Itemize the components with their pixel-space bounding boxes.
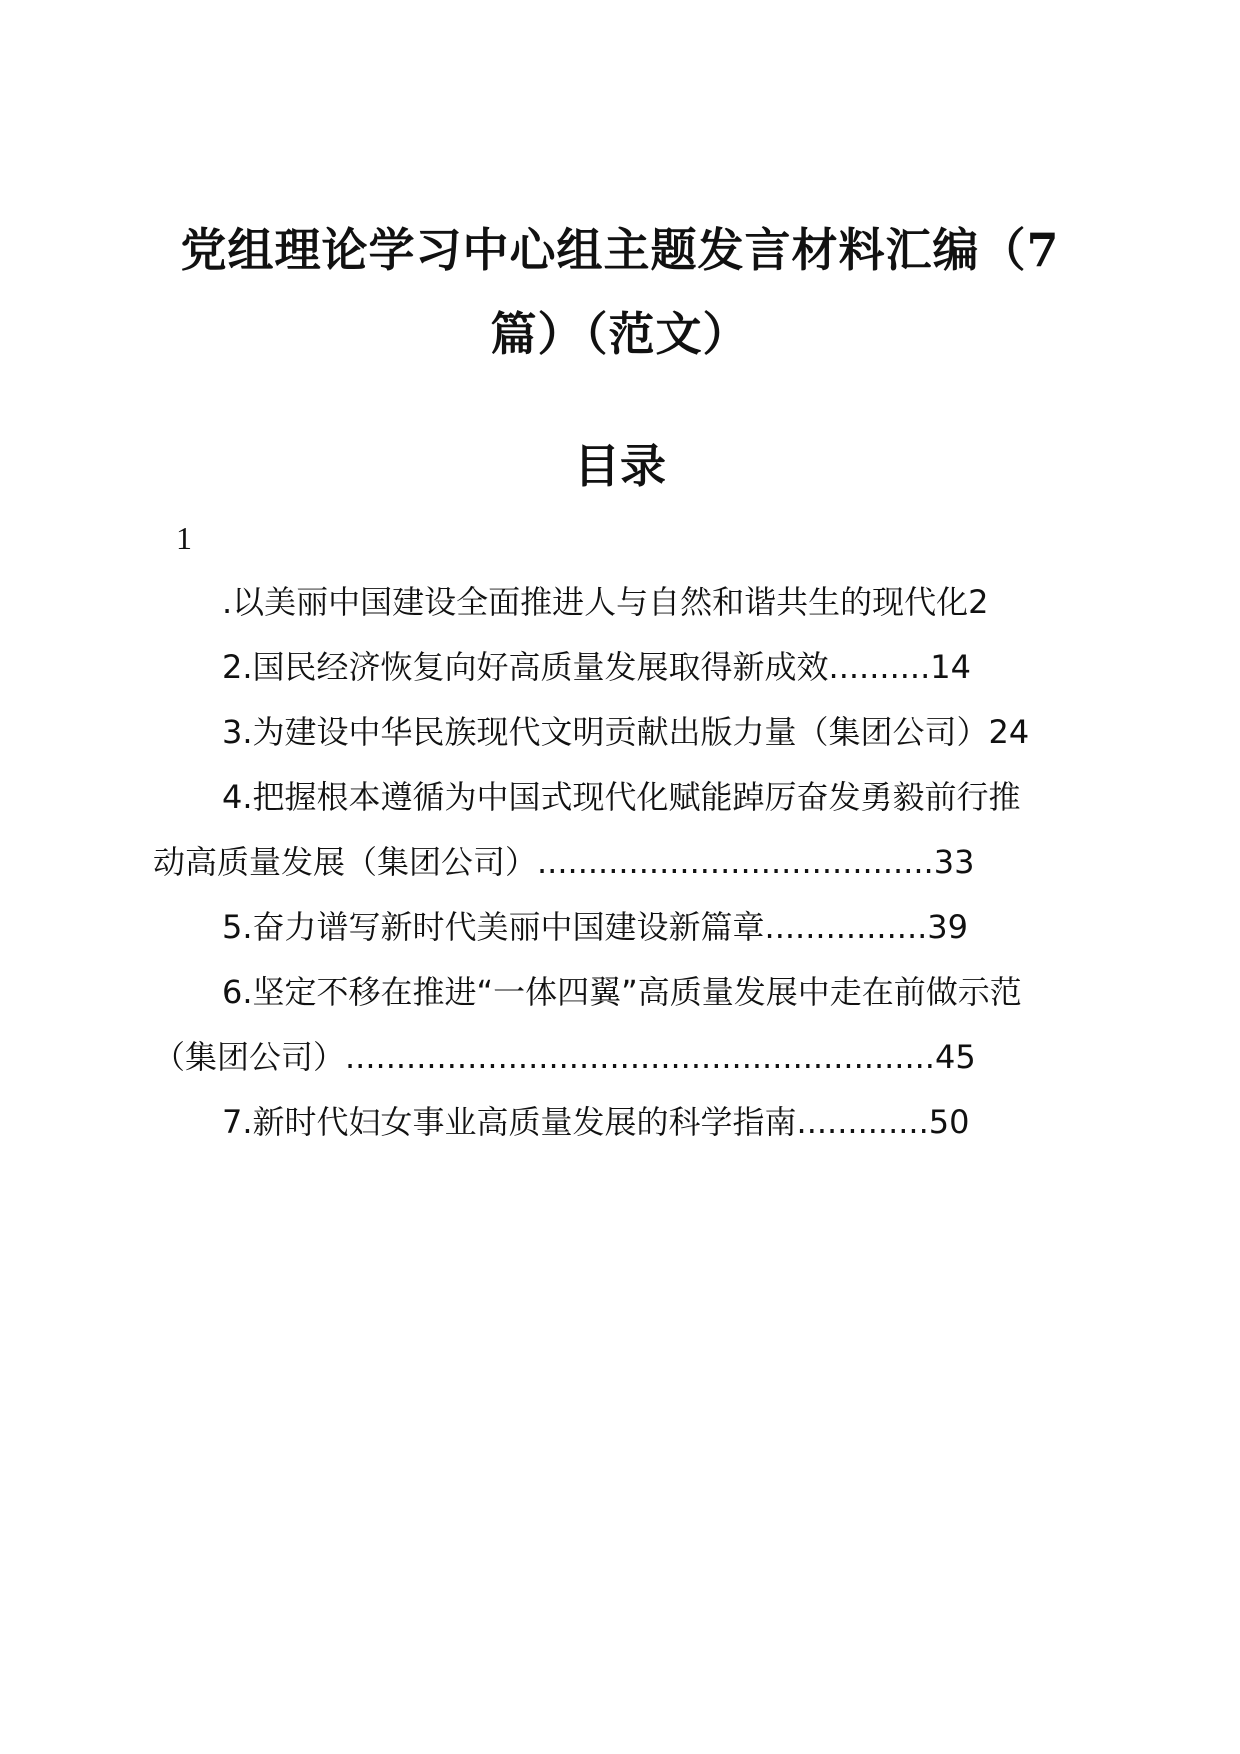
- toc-entry-4-line-2[interactable]: 动高质量发展（集团公司）.......................................33: [153, 843, 975, 881]
- toc-entry-6-line-1[interactable]: 6.坚定不移在推进“一体四翼”高质量发展中走在前做示范: [222, 973, 1022, 1011]
- toc-entry-2[interactable]: 2.国民经济恢复向好高质量发展取得新成效..........14: [222, 648, 971, 686]
- toc-entry-4-line-1[interactable]: 4.把握根本遵循为中国式现代化赋能踔厉奋发勇毅前行推: [222, 778, 1021, 816]
- toc-entry-3[interactable]: 3.为建设中华民族现代文明贡献出版力量（集团公司）24: [222, 713, 1030, 751]
- document-title-line-2: 篇）（范文）: [490, 307, 750, 361]
- toc-heading: 目录: [574, 439, 666, 493]
- document-title-line-1: 党组理论学习中心组主题发言材料汇编（7: [180, 223, 1060, 277]
- toc-entry-5[interactable]: 5.奋力谱写新时代美丽中国建设新篇章................39: [222, 908, 969, 946]
- toc-entry-7[interactable]: 7.新时代妇女事业高质量发展的科学指南.............50: [222, 1103, 970, 1141]
- page-marker: 1: [176, 520, 192, 556]
- toc-entry-1[interactable]: .以美丽中国建设全面推进人与自然和谐共生的现代化2: [222, 583, 989, 621]
- toc-entry-6-line-2[interactable]: （集团公司）..........................................................45: [153, 1038, 976, 1076]
